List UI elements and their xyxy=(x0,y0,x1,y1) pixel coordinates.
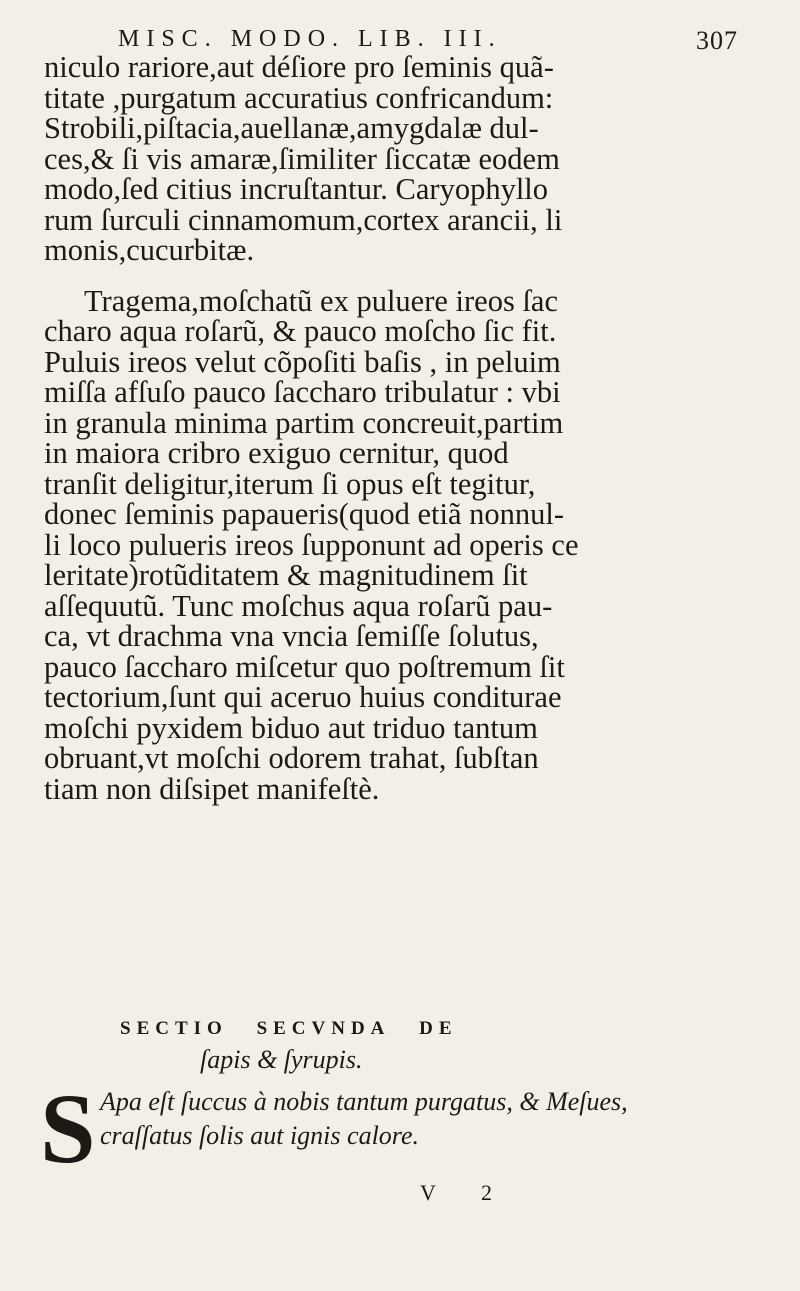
paragraph-gap xyxy=(44,266,754,286)
intro-lines xyxy=(100,1085,628,1153)
drop-cap: S xyxy=(40,1073,96,1184)
section-intro xyxy=(40,1073,780,1184)
section-heading-word: SECTIO xyxy=(120,1018,228,1039)
text-line: pauco ſaccharo miſcetur quo poſtremum ſit xyxy=(44,649,565,684)
text-line: moſchi pyxidem biduo aut triduo tantum xyxy=(44,710,538,745)
text-line: ca, vt drachma vna vncia ſemiſſe ſolutus, xyxy=(44,619,539,653)
page-number: 307 xyxy=(696,26,738,55)
intro-line: Apa eſt ſuccus à nobis tantum purgatus, & Meſues, xyxy=(100,1087,628,1116)
text-line: miſſa afſuſo pauco ſaccharo tribulatur : vbi xyxy=(44,375,561,409)
text-line: Tragema,moſchatũ ex puluere ireos ſac xyxy=(84,283,559,318)
section-heading-word: DE xyxy=(419,1018,458,1039)
text-line: obruant,vt moſchi odorem trahat, ſubſtan xyxy=(44,741,539,775)
text-line: monis,cucurbitæ. xyxy=(44,233,255,267)
text-line: Strobili,piſtacia,auellanæ,amygdalæ dul- xyxy=(44,111,539,145)
text-line: titate ,purgatum accuratius confricandum: xyxy=(44,80,554,115)
text-line: leritate)rotũditatem & magnitudinem ſit xyxy=(44,558,528,592)
text-line: aſſequutũ. Tunc moſchus aqua roſarũ pau- xyxy=(44,588,553,623)
text-line: donec ſeminis papaueris(quod etiã nonnul- xyxy=(44,497,565,531)
signature-mark: V 2 xyxy=(420,1180,512,1205)
text-line: li loco pulueris ireos ſupponunt ad operis ce xyxy=(44,527,579,562)
text-line: ces,& ſi vis amaræ,ſimiliter ſiccatæ eodem xyxy=(44,141,560,176)
body-text xyxy=(44,52,754,804)
section-heading-word: SECVNDA xyxy=(256,1018,391,1039)
text-line: modo,ſed citius incruſtantur. Caryophyllo xyxy=(44,172,549,206)
text-line: tectorium,ſunt qui aceruo huius conditurae xyxy=(44,680,562,714)
intro-line: craſſatus ſolis aut ignis calore. xyxy=(100,1121,419,1150)
running-head: MISC. MODO. LIB. III. xyxy=(118,26,502,52)
section-subtitle: ſapis & ſyrupis. xyxy=(200,1045,363,1074)
text-line: Puluis ireos velut cõpoſiti baſis , in peluim xyxy=(44,344,561,379)
text-line: tranſit deligitur,iterum ſi opus eſt tegitur, xyxy=(44,466,536,501)
text-line: niculo rariore,aut déſiore pro ſeminis quã- xyxy=(44,50,554,84)
text-line: in maiora cribro exiguo cernitur, quod xyxy=(44,436,509,470)
text-line: tiam non diſsipet manifeſtè. xyxy=(44,771,380,806)
text-line: in granula minima partim concreuit,partim xyxy=(44,405,564,440)
text-line: rum ſurculi cinnamomum,cortex arancii, li xyxy=(44,202,563,237)
text-line: charo aqua roſarũ, & pauco moſcho ſic fit. xyxy=(44,314,557,348)
section-heading xyxy=(120,1018,540,1040)
